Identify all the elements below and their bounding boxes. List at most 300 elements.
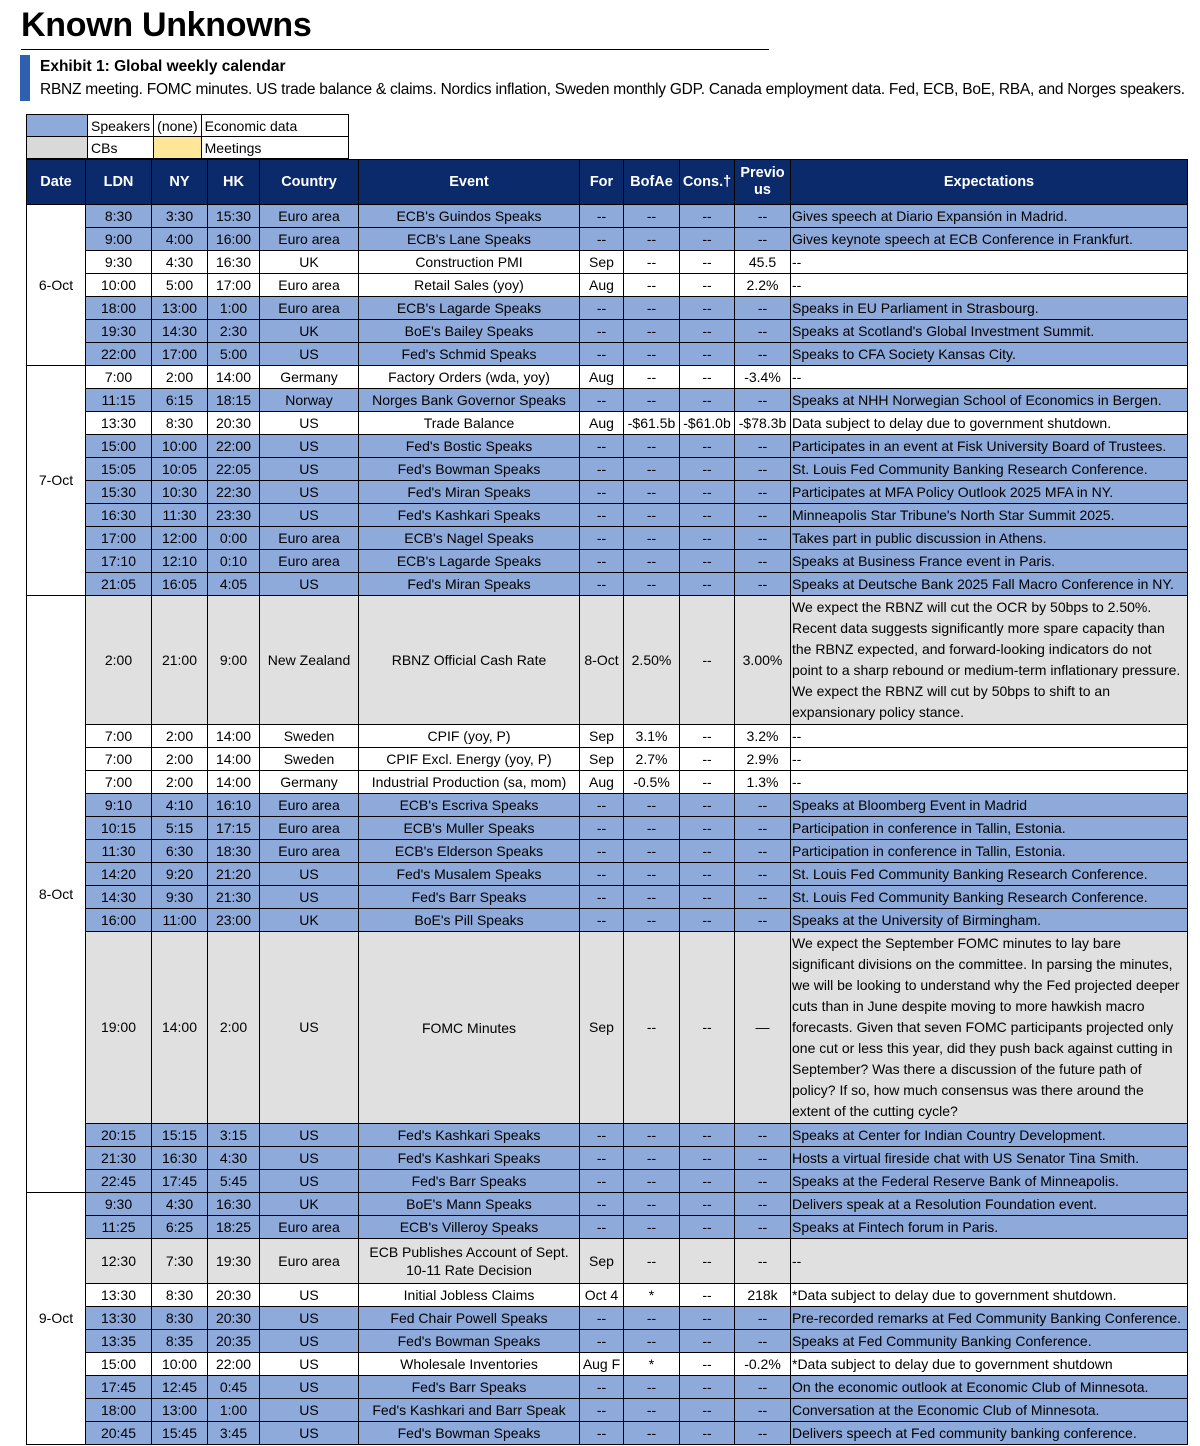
expectations-cell: Conversation at the Economic Club of Minnesota.	[791, 1399, 1188, 1422]
consensus-cell: --	[680, 1239, 735, 1284]
previous-cell: --	[735, 817, 791, 840]
previous-cell: --	[735, 1376, 791, 1399]
ldn-cell: 22:00	[86, 343, 152, 366]
bofa-estimate-cell: -0.5%	[624, 771, 680, 794]
previous-cell: —	[735, 932, 791, 1124]
ldn-cell: 7:00	[86, 366, 152, 389]
consensus-cell: --	[680, 389, 735, 412]
hk-cell: 3:15	[208, 1124, 260, 1147]
for-cell: --	[580, 1307, 624, 1330]
hk-cell: 15:30	[208, 205, 260, 228]
bofa-estimate-cell: --	[624, 817, 680, 840]
country-cell: US	[260, 573, 359, 596]
for-cell: --	[580, 481, 624, 504]
previous-cell: --	[735, 527, 791, 550]
ny-cell: 8:30	[152, 1307, 208, 1330]
event-cell: ECB's Escriva Speaks	[359, 794, 580, 817]
event-cell: ECB's Guindos Speaks	[359, 205, 580, 228]
previous-cell: --	[735, 794, 791, 817]
consensus-cell: --	[680, 771, 735, 794]
for-cell: Sep	[580, 251, 624, 274]
table-row	[27, 1399, 1188, 1422]
for-cell: --	[580, 840, 624, 863]
table-row	[27, 1239, 1188, 1284]
ldn-cell: 9:30	[86, 1193, 152, 1216]
table-row	[27, 458, 1188, 481]
hk-cell: 22:05	[208, 458, 260, 481]
hk-cell: 14:00	[208, 771, 260, 794]
expectations-cell: *Data subject to delay due to government shutdown	[791, 1353, 1188, 1376]
col-expectations: Expectations	[791, 160, 1188, 205]
legend-meetings-label: Meetings	[201, 137, 348, 159]
ny-cell: 11:00	[152, 909, 208, 932]
expectations-cell: --	[791, 725, 1188, 748]
hk-cell: 14:00	[208, 748, 260, 771]
legend-speakers-swatch	[27, 115, 88, 137]
bofa-estimate-cell: --	[624, 320, 680, 343]
bofa-estimate-cell: --	[624, 1422, 680, 1445]
hk-cell: 18:15	[208, 389, 260, 412]
hk-cell: 21:20	[208, 863, 260, 886]
expectations-cell: Gives keynote speech at ECB Conference in Frankfurt.	[791, 228, 1188, 251]
expectations-cell: Hosts a virtual fireside chat with US Senator Tina Smith.	[791, 1147, 1188, 1170]
ny-cell: 6:25	[152, 1216, 208, 1239]
country-cell: US	[260, 1124, 359, 1147]
ny-cell: 8:30	[152, 412, 208, 435]
expectations-cell: Pre-recorded remarks at Fed Community Banking Conference.	[791, 1307, 1188, 1330]
consensus-cell: --	[680, 435, 735, 458]
country-cell: Germany	[260, 366, 359, 389]
bofa-estimate-cell: --	[624, 886, 680, 909]
ny-cell: 5:15	[152, 817, 208, 840]
expectations-cell: --	[791, 366, 1188, 389]
consensus-cell: --	[680, 1147, 735, 1170]
bofa-estimate-cell: -$61.5b	[624, 412, 680, 435]
previous-cell: --	[735, 435, 791, 458]
previous-cell: --	[735, 840, 791, 863]
country-cell: Euro area	[260, 1216, 359, 1239]
country-cell: UK	[260, 320, 359, 343]
event-cell: Initial Jobless Claims	[359, 1284, 580, 1307]
previous-cell: --	[735, 1422, 791, 1445]
for-cell: --	[580, 297, 624, 320]
event-cell: Fed's Bowman Speaks	[359, 458, 580, 481]
expectations-cell: Delivers speech at Fed community banking conference.	[791, 1422, 1188, 1445]
hk-cell: 16:00	[208, 228, 260, 251]
previous-cell: 1.3%	[735, 771, 791, 794]
ldn-cell: 8:30	[86, 205, 152, 228]
bofa-estimate-cell: --	[624, 1239, 680, 1284]
ny-cell: 2:00	[152, 771, 208, 794]
hk-cell: 14:00	[208, 366, 260, 389]
previous-cell: --	[735, 1239, 791, 1284]
for-cell: Aug	[580, 274, 624, 297]
consensus-cell: --	[680, 1124, 735, 1147]
legend-speakers-label: Speakers	[88, 115, 154, 137]
previous-cell: --	[735, 320, 791, 343]
ldn-cell: 13:30	[86, 1307, 152, 1330]
ny-cell: 4:30	[152, 1193, 208, 1216]
table-row	[27, 1422, 1188, 1445]
previous-cell: 218k	[735, 1284, 791, 1307]
ny-cell: 7:30	[152, 1239, 208, 1284]
event-cell: Fed's Musalem Speaks	[359, 863, 580, 886]
previous-cell: --	[735, 886, 791, 909]
country-cell: Euro area	[260, 228, 359, 251]
ldn-cell: 13:30	[86, 1284, 152, 1307]
for-cell: --	[580, 1399, 624, 1422]
bofa-estimate-cell: --	[624, 1170, 680, 1193]
country-cell: Euro area	[260, 205, 359, 228]
consensus-cell: --	[680, 297, 735, 320]
bofa-estimate-cell: --	[624, 527, 680, 550]
hk-cell: 22:30	[208, 481, 260, 504]
table-row	[27, 366, 1188, 389]
consensus-cell: --	[680, 343, 735, 366]
bofa-estimate-cell: --	[624, 297, 680, 320]
ldn-cell: 17:45	[86, 1376, 152, 1399]
ldn-cell: 18:00	[86, 1399, 152, 1422]
table-row	[27, 748, 1188, 771]
bofa-estimate-cell: --	[624, 1147, 680, 1170]
consensus-cell: --	[680, 320, 735, 343]
hk-cell: 4:05	[208, 573, 260, 596]
event-cell: ECB's Villeroy Speaks	[359, 1216, 580, 1239]
ny-cell: 12:45	[152, 1376, 208, 1399]
expectations-cell: *Data subject to delay due to government shutdown.	[791, 1284, 1188, 1307]
table-row	[27, 343, 1188, 366]
table-row	[27, 1284, 1188, 1307]
hk-cell: 9:00	[208, 596, 260, 725]
ny-cell: 17:45	[152, 1170, 208, 1193]
event-cell: ECB's Lane Speaks	[359, 228, 580, 251]
hk-cell: 20:35	[208, 1330, 260, 1353]
previous-cell: --	[735, 389, 791, 412]
ny-cell: 14:00	[152, 932, 208, 1124]
previous-cell: --	[735, 863, 791, 886]
table-row	[27, 389, 1188, 412]
event-cell: Trade Balance	[359, 412, 580, 435]
for-cell: Sep	[580, 748, 624, 771]
expectations-cell: --	[791, 274, 1188, 297]
ny-cell: 4:00	[152, 228, 208, 251]
bofa-estimate-cell: --	[624, 840, 680, 863]
table-row	[27, 725, 1188, 748]
previous-cell: --	[735, 205, 791, 228]
ny-cell: 2:00	[152, 366, 208, 389]
previous-cell: --	[735, 1399, 791, 1422]
event-cell: Construction PMI	[359, 251, 580, 274]
country-cell: US	[260, 481, 359, 504]
hk-cell: 19:30	[208, 1239, 260, 1284]
country-cell: US	[260, 1376, 359, 1399]
bofa-estimate-cell: 2.50%	[624, 596, 680, 725]
country-cell: Germany	[260, 771, 359, 794]
bofa-estimate-cell: --	[624, 1376, 680, 1399]
consensus-cell: --	[680, 1307, 735, 1330]
consensus-cell: --	[680, 504, 735, 527]
consensus-cell: --	[680, 1399, 735, 1422]
ny-cell: 15:45	[152, 1422, 208, 1445]
for-cell: --	[580, 794, 624, 817]
previous-cell: 3.2%	[735, 725, 791, 748]
country-cell: UK	[260, 909, 359, 932]
ny-cell: 4:10	[152, 794, 208, 817]
country-cell: US	[260, 886, 359, 909]
consensus-cell: --	[680, 1422, 735, 1445]
table-row	[27, 1353, 1188, 1376]
bofa-estimate-cell: --	[624, 366, 680, 389]
ldn-cell: 13:35	[86, 1330, 152, 1353]
expectations-cell: Speaks in EU Parliament in Strasbourg.	[791, 297, 1188, 320]
expectations-cell: Speaks at Deutsche Bank 2025 Fall Macro Conference in NY.	[791, 573, 1188, 596]
previous-cell: --	[735, 1330, 791, 1353]
country-cell: Euro area	[260, 527, 359, 550]
for-cell: Aug	[580, 366, 624, 389]
exhibit-accent-bar	[20, 55, 30, 101]
ny-cell: 2:00	[152, 748, 208, 771]
hk-cell: 16:10	[208, 794, 260, 817]
ldn-cell: 14:30	[86, 886, 152, 909]
expectations-cell: Speaks at Scotland's Global Investment Summit.	[791, 320, 1188, 343]
ny-cell: 12:00	[152, 527, 208, 550]
consensus-cell: --	[680, 725, 735, 748]
event-cell: Fed Chair Powell Speaks	[359, 1307, 580, 1330]
ny-cell: 16:05	[152, 573, 208, 596]
col-event: Event	[359, 160, 580, 205]
table-row	[27, 251, 1188, 274]
hk-cell: 1:00	[208, 297, 260, 320]
expectations-cell: Speaks at Center for Indian Country Development.	[791, 1124, 1188, 1147]
for-cell: Aug F	[580, 1353, 624, 1376]
expectations-cell: --	[791, 771, 1188, 794]
ny-cell: 13:00	[152, 1399, 208, 1422]
table-row	[27, 817, 1188, 840]
bofa-estimate-cell: 3.1%	[624, 725, 680, 748]
bofa-estimate-cell: --	[624, 228, 680, 251]
bofa-estimate-cell: --	[624, 550, 680, 573]
table-row	[27, 550, 1188, 573]
for-cell: --	[580, 527, 624, 550]
legend	[26, 114, 349, 159]
bofa-estimate-cell: --	[624, 1399, 680, 1422]
for-cell: --	[580, 886, 624, 909]
country-cell: US	[260, 863, 359, 886]
ny-cell: 13:00	[152, 297, 208, 320]
table-row	[27, 527, 1188, 550]
bofa-estimate-cell: --	[624, 909, 680, 932]
event-cell: Fed's Bowman Speaks	[359, 1422, 580, 1445]
ldn-cell: 17:00	[86, 527, 152, 550]
ldn-cell: 15:05	[86, 458, 152, 481]
hk-cell: 20:30	[208, 1307, 260, 1330]
ldn-cell: 11:30	[86, 840, 152, 863]
table-row	[27, 1193, 1188, 1216]
country-cell: Euro area	[260, 840, 359, 863]
consensus-cell: --	[680, 205, 735, 228]
event-cell: CPIF (yoy, P)	[359, 725, 580, 748]
event-cell: Fed's Bowman Speaks	[359, 1330, 580, 1353]
event-cell: Fed's Barr Speaks	[359, 1376, 580, 1399]
ldn-cell: 14:20	[86, 863, 152, 886]
event-cell: ECB Publishes Account of Sept. 10-11 Rate Decision	[359, 1239, 580, 1284]
table-row	[27, 1307, 1188, 1330]
ldn-cell: 10:00	[86, 274, 152, 297]
country-cell: US	[260, 1147, 359, 1170]
expectations-cell: On the economic outlook at Economic Club of Minnesota.	[791, 1376, 1188, 1399]
consensus-cell: --	[680, 366, 735, 389]
for-cell: Sep	[580, 932, 624, 1124]
event-cell: Fed's Kashkari and Barr Speak	[359, 1399, 580, 1422]
event-cell: Fed's Kashkari Speaks	[359, 1147, 580, 1170]
country-cell: US	[260, 932, 359, 1124]
ny-cell: 11:30	[152, 504, 208, 527]
consensus-cell: --	[680, 573, 735, 596]
hk-cell: 3:45	[208, 1422, 260, 1445]
ldn-cell: 19:30	[86, 320, 152, 343]
legend-meetings-swatch	[154, 137, 201, 159]
for-cell: --	[580, 205, 624, 228]
country-cell: US	[260, 1170, 359, 1193]
country-cell: Sweden	[260, 725, 359, 748]
event-cell: ECB's Lagarde Speaks	[359, 297, 580, 320]
hk-cell: 16:30	[208, 251, 260, 274]
consensus-cell: --	[680, 251, 735, 274]
consensus-cell: --	[680, 794, 735, 817]
legend-cbs-label: CBs	[88, 137, 154, 159]
exhibit-subtitle: RBNZ meeting. FOMC minutes. US trade balance & claims. Nordics inflation, Sweden monthly GDP. Canada employment data. Fed, ECB, BoE, RBA, and Norges speakers.	[40, 81, 1185, 98]
ny-cell: 21:00	[152, 596, 208, 725]
table-row	[27, 1376, 1188, 1399]
ldn-cell: 16:00	[86, 909, 152, 932]
hk-cell: 17:15	[208, 817, 260, 840]
date-cell: 6-Oct	[27, 205, 86, 366]
table-row	[27, 481, 1188, 504]
bofa-estimate-cell: --	[624, 1216, 680, 1239]
expectations-cell: Delivers speak at a Resolution Foundation event.	[791, 1193, 1188, 1216]
previous-cell: --	[735, 1193, 791, 1216]
ldn-cell: 16:30	[86, 504, 152, 527]
ldn-cell: 21:05	[86, 573, 152, 596]
ldn-cell: 11:15	[86, 389, 152, 412]
previous-cell: --	[735, 1170, 791, 1193]
event-cell: Retail Sales (yoy)	[359, 274, 580, 297]
hk-cell: 23:30	[208, 504, 260, 527]
expectations-cell: Speaks at Fed Community Banking Conference.	[791, 1330, 1188, 1353]
title-divider	[21, 49, 769, 50]
hk-cell: 0:00	[208, 527, 260, 550]
for-cell: Oct 4	[580, 1284, 624, 1307]
expectations-cell: We expect the RBNZ will cut the OCR by 50bps to 2.50%. Recent data suggests significantly more spare capacity than the RBNZ expected, and forward-looking indicators do not point to a sharp rebound or medium-term inflationary pressure. We expect the RBNZ will cut by 50bps to shift to an expansionary policy stance.	[791, 596, 1188, 725]
ldn-cell: 7:00	[86, 771, 152, 794]
table-row	[27, 909, 1188, 932]
country-cell: Euro area	[260, 1239, 359, 1284]
expectations-cell: --	[791, 748, 1188, 771]
ny-cell: 2:00	[152, 725, 208, 748]
event-cell: BoE's Mann Speaks	[359, 1193, 580, 1216]
for-cell: --	[580, 1170, 624, 1193]
bofa-estimate-cell: --	[624, 794, 680, 817]
ny-cell: 6:15	[152, 389, 208, 412]
expectations-cell: Speaks at the Federal Reserve Bank of Minneapolis.	[791, 1170, 1188, 1193]
hk-cell: 18:30	[208, 840, 260, 863]
for-cell: --	[580, 1376, 624, 1399]
bofa-estimate-cell: *	[624, 1353, 680, 1376]
event-cell: Wholesale Inventories	[359, 1353, 580, 1376]
previous-cell: -$78.3b	[735, 412, 791, 435]
hk-cell: 20:30	[208, 412, 260, 435]
event-cell: ECB's Lagarde Speaks	[359, 550, 580, 573]
previous-cell: --	[735, 228, 791, 251]
ny-cell: 17:00	[152, 343, 208, 366]
for-cell: --	[580, 817, 624, 840]
for-cell: --	[580, 389, 624, 412]
previous-cell: --	[735, 550, 791, 573]
expectations-cell: St. Louis Fed Community Banking Research Conference.	[791, 458, 1188, 481]
table-row	[27, 228, 1188, 251]
event-cell: BoE's Pill Speaks	[359, 909, 580, 932]
ldn-cell: 7:00	[86, 725, 152, 748]
bofa-estimate-cell: --	[624, 1330, 680, 1353]
table-row	[27, 863, 1188, 886]
ldn-cell: 10:15	[86, 817, 152, 840]
col-ldn: LDN	[86, 160, 152, 205]
country-cell: US	[260, 504, 359, 527]
bofa-estimate-cell: --	[624, 573, 680, 596]
consensus-cell: --	[680, 886, 735, 909]
event-cell: Fed's Kashkari Speaks	[359, 1124, 580, 1147]
bofa-estimate-cell: --	[624, 932, 680, 1124]
consensus-cell: --	[680, 863, 735, 886]
expectations-cell: --	[791, 251, 1188, 274]
ldn-cell: 15:30	[86, 481, 152, 504]
for-cell: Sep	[580, 1239, 624, 1284]
bofa-estimate-cell: --	[624, 205, 680, 228]
table-row	[27, 840, 1188, 863]
country-cell: Euro area	[260, 297, 359, 320]
ldn-cell: 21:30	[86, 1147, 152, 1170]
previous-cell: --	[735, 504, 791, 527]
table-row	[27, 794, 1188, 817]
country-cell: US	[260, 343, 359, 366]
country-cell: New Zealand	[260, 596, 359, 725]
ldn-cell: 15:00	[86, 1353, 152, 1376]
event-cell: BoE's Bailey Speaks	[359, 320, 580, 343]
bofa-estimate-cell: --	[624, 343, 680, 366]
expectations-cell: Participates at MFA Policy Outlook 2025 MFA in NY.	[791, 481, 1188, 504]
bofa-estimate-cell: --	[624, 1124, 680, 1147]
country-cell: Euro area	[260, 550, 359, 573]
event-cell: CPIF Excl. Energy (yoy, P)	[359, 748, 580, 771]
ldn-cell: 17:10	[86, 550, 152, 573]
col-bofa: BofAe	[624, 160, 680, 205]
ny-cell: 3:30	[152, 205, 208, 228]
table-row	[27, 771, 1188, 794]
ny-cell: 12:10	[152, 550, 208, 573]
country-cell: US	[260, 1353, 359, 1376]
event-cell: Factory Orders (wda, yoy)	[359, 366, 580, 389]
bofa-estimate-cell: --	[624, 389, 680, 412]
table-row	[27, 932, 1188, 1124]
previous-cell: -3.4%	[735, 366, 791, 389]
col-for: For	[580, 160, 624, 205]
date-cell: 9-Oct	[27, 1193, 86, 1445]
previous-cell: --	[735, 343, 791, 366]
exhibit-label: Exhibit 1: Global weekly calendar	[40, 58, 286, 75]
bofa-estimate-cell: --	[624, 251, 680, 274]
expectations-cell: Speaks at Fintech forum in Paris.	[791, 1216, 1188, 1239]
consensus-cell: --	[680, 274, 735, 297]
